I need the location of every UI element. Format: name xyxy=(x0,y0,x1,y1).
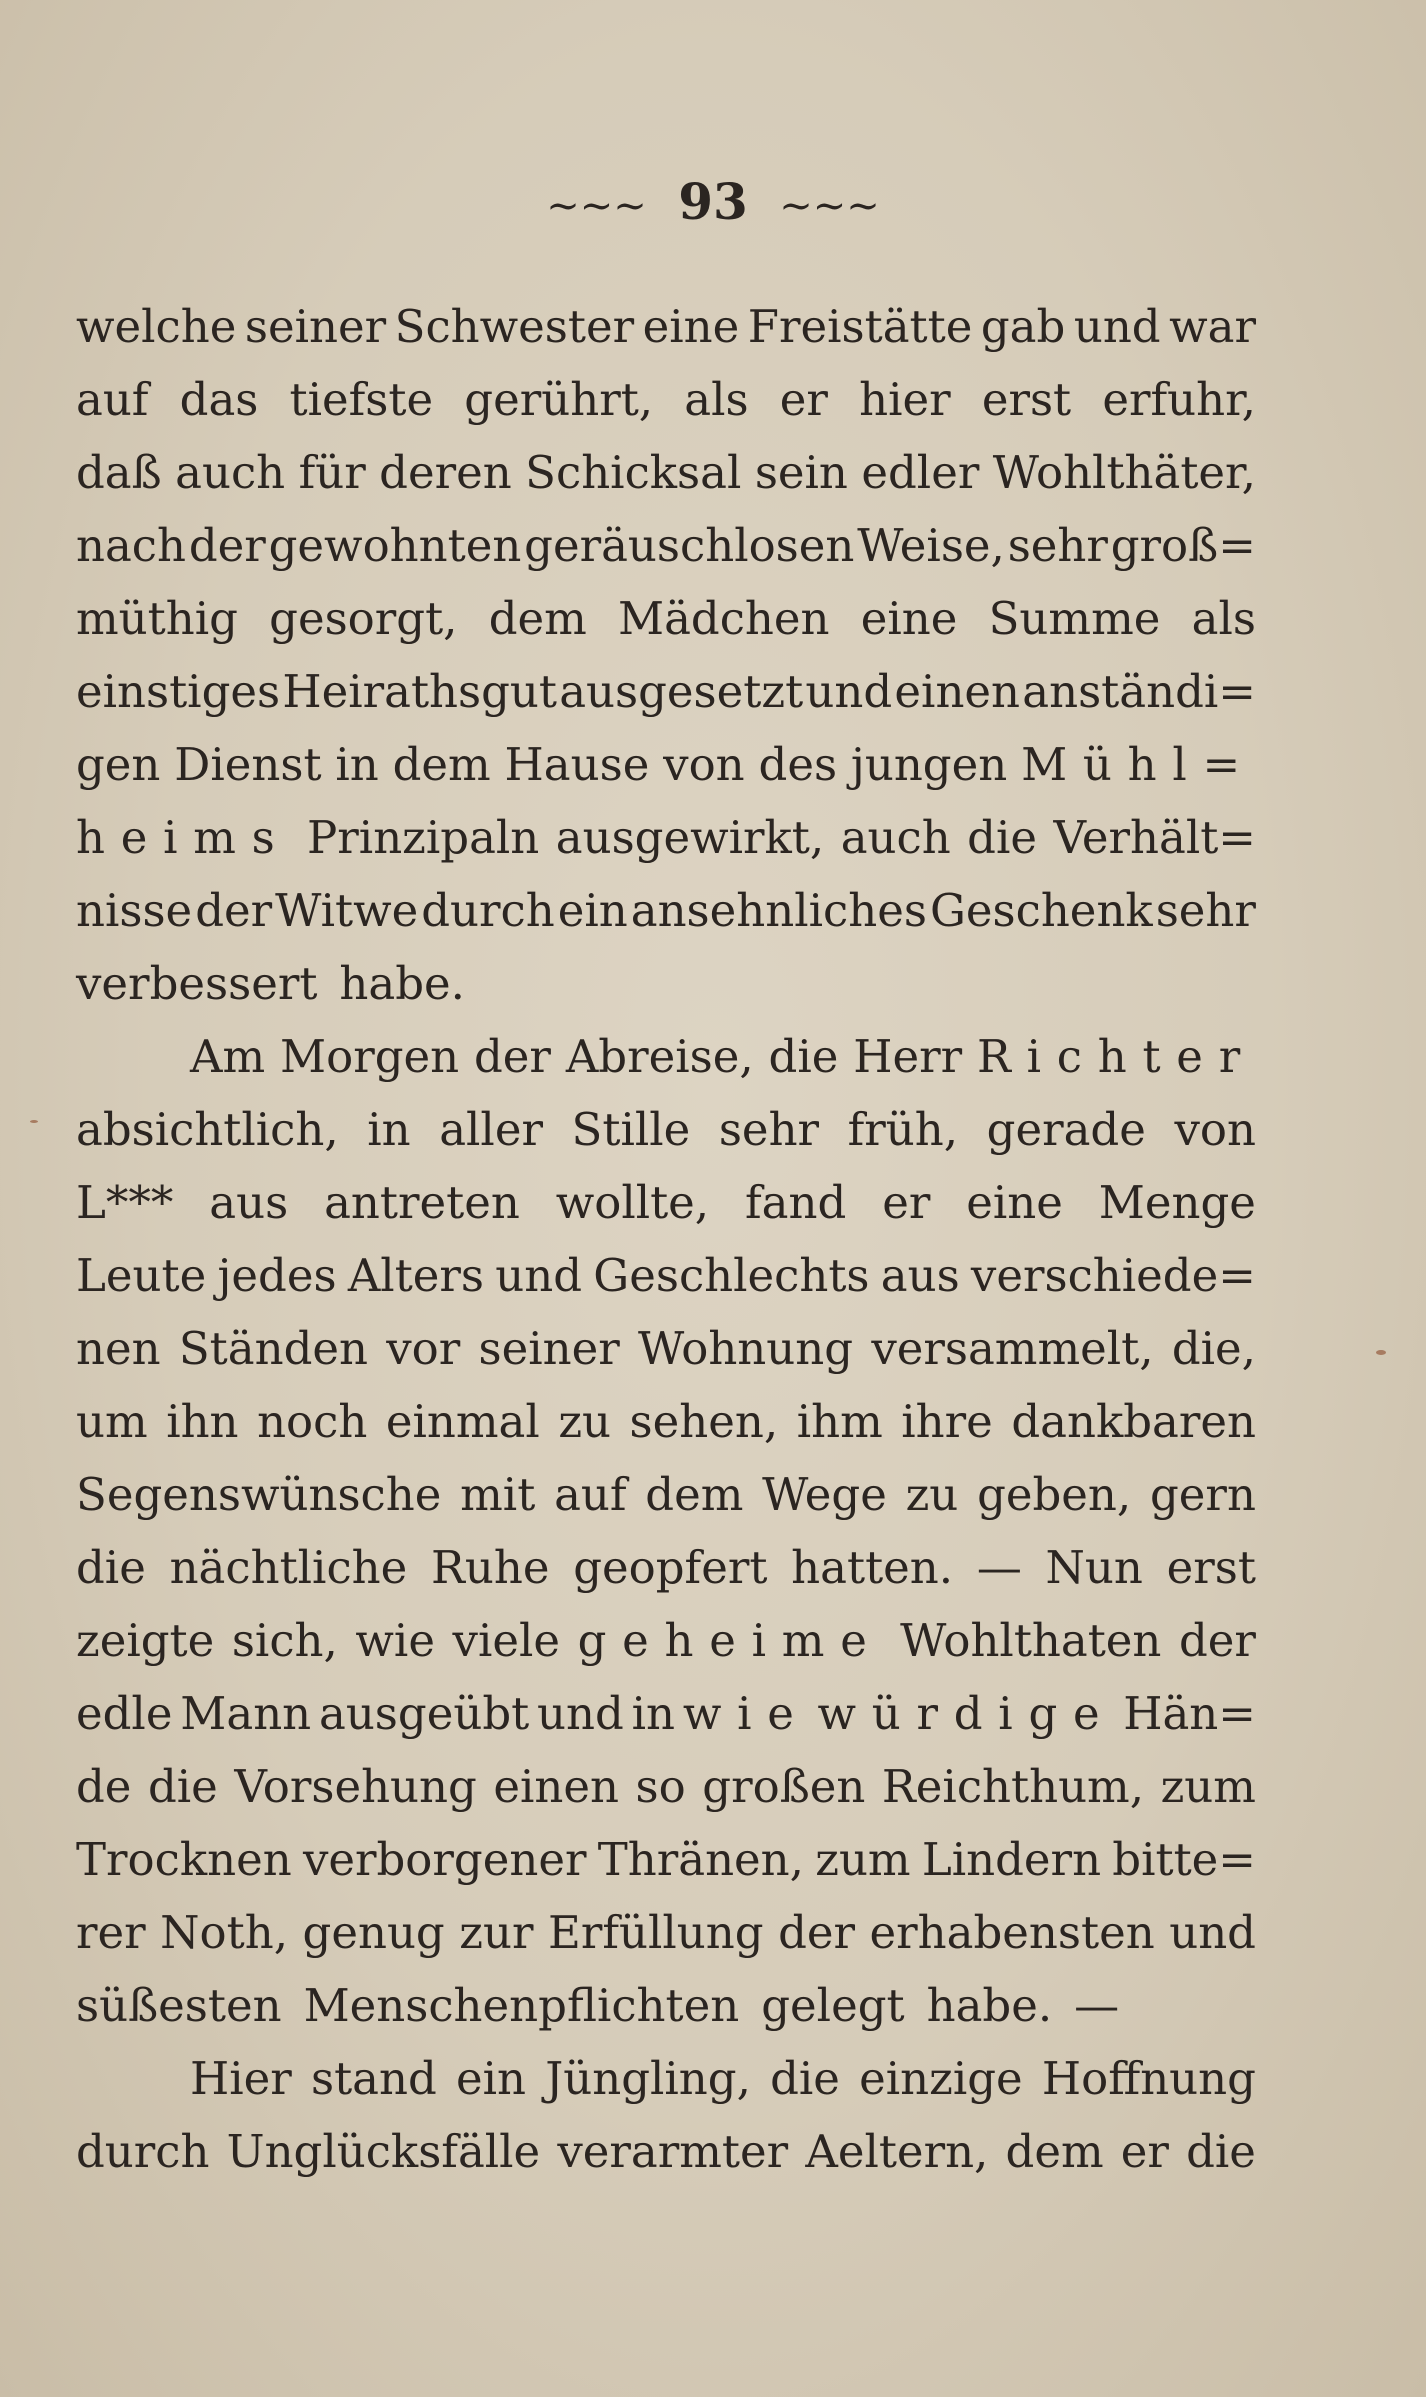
word: jedes xyxy=(217,1249,337,1302)
word: so xyxy=(635,1760,686,1813)
word: zum xyxy=(815,1833,911,1886)
word: in xyxy=(367,1103,411,1156)
word: sehen, xyxy=(629,1395,779,1448)
word: er xyxy=(882,1176,931,1229)
word: sein xyxy=(754,446,848,499)
word: sehr xyxy=(1155,884,1256,937)
spaced-word: heims xyxy=(76,811,291,864)
word: Thränen, xyxy=(597,1833,804,1886)
word: einmal xyxy=(385,1395,540,1448)
text-line xyxy=(76,947,1256,1020)
text-line xyxy=(76,801,1256,874)
word: de xyxy=(76,1760,132,1813)
ornament-right: ~~~ xyxy=(779,183,880,229)
word: genug xyxy=(302,1906,445,1959)
word: gelegt xyxy=(761,1979,905,2032)
word: aller xyxy=(439,1103,543,1156)
word: Prinzipaln xyxy=(307,811,540,864)
word: fand xyxy=(745,1176,847,1229)
word: und xyxy=(805,665,893,718)
word: durch xyxy=(421,884,555,937)
word: seiner xyxy=(244,300,387,353)
word: vor xyxy=(386,1322,461,1375)
word: anständi= xyxy=(1022,665,1256,718)
word: welche xyxy=(76,300,237,353)
word: hier xyxy=(859,373,951,426)
word: sehr xyxy=(718,1103,820,1156)
word: großen xyxy=(702,1760,866,1813)
word: gesorgt, xyxy=(269,592,458,645)
word: Am xyxy=(190,1030,266,1083)
word: auf xyxy=(554,1468,627,1521)
spaced-word: würdige xyxy=(817,1687,1116,1740)
word: Hoffnung xyxy=(1041,2052,1256,2105)
word: aus xyxy=(209,1176,289,1229)
word: ihre xyxy=(901,1395,993,1448)
word: erhabensten xyxy=(869,1906,1155,1959)
text-line xyxy=(190,2042,1256,2115)
word: Wohnung xyxy=(638,1322,854,1375)
word: durch xyxy=(76,2125,210,2178)
paper-speck xyxy=(30,1120,38,1123)
word: bitte= xyxy=(1112,1833,1256,1886)
word: aus xyxy=(880,1249,960,1302)
word: auch xyxy=(175,446,286,499)
word: die xyxy=(76,1541,146,1594)
word: erst xyxy=(981,373,1072,426)
word: habe. xyxy=(926,1979,1053,2032)
word: Abreise, xyxy=(565,1030,754,1083)
word: müthig xyxy=(76,592,238,645)
word: das xyxy=(179,373,259,426)
word: Segenswünsche xyxy=(76,1468,442,1521)
text-line xyxy=(76,1604,1256,1677)
word: zu xyxy=(558,1395,612,1448)
word: Wege xyxy=(762,1468,887,1521)
page-header xyxy=(0,170,1426,238)
word: viele xyxy=(452,1614,560,1667)
spaced-word: Richter xyxy=(977,1030,1256,1083)
word: ansehnliches xyxy=(630,884,927,937)
word: nen xyxy=(76,1322,161,1375)
text-line xyxy=(76,728,1256,801)
word: und xyxy=(495,1249,583,1302)
word: Nun xyxy=(1045,1541,1143,1594)
word: dankbaren xyxy=(1011,1395,1256,1448)
text-line xyxy=(76,290,1256,363)
word: Heirathsgut xyxy=(282,665,557,718)
word: mit xyxy=(460,1468,536,1521)
word: Hier xyxy=(190,2052,292,2105)
word: gerade xyxy=(986,1103,1146,1156)
word: Weise, xyxy=(857,519,1005,572)
word: zur xyxy=(459,1906,534,1959)
word: früh, xyxy=(847,1103,959,1156)
word: Menschenpflichten xyxy=(303,1979,740,2032)
text-line xyxy=(76,1385,1256,1458)
text-line xyxy=(76,1239,1256,1312)
word: die xyxy=(1186,2125,1256,2178)
word: und xyxy=(1073,300,1161,353)
word: Hän= xyxy=(1123,1687,1256,1740)
word: einzige xyxy=(859,2052,1023,2105)
word: gewohnten xyxy=(268,519,522,572)
word: Witwe xyxy=(275,884,419,937)
text-line xyxy=(76,1677,1256,1750)
word: von xyxy=(1174,1103,1256,1156)
word: auch xyxy=(840,811,951,864)
word: war xyxy=(1169,300,1256,353)
text-line xyxy=(76,1750,1256,1823)
word: einstiges xyxy=(76,665,281,718)
word: stand xyxy=(310,2052,437,2105)
word: die xyxy=(967,811,1038,864)
word: Stille xyxy=(571,1103,691,1156)
word: rer xyxy=(76,1906,146,1959)
word: sich, xyxy=(231,1614,338,1667)
word: in xyxy=(631,1687,676,1740)
word: Reichthum, xyxy=(881,1760,1145,1813)
word: Dienst xyxy=(174,738,322,791)
word: edler xyxy=(861,446,980,499)
word: noch xyxy=(257,1395,368,1448)
word: der xyxy=(474,1030,551,1083)
word: Ständen xyxy=(178,1322,368,1375)
word: gern xyxy=(1150,1468,1256,1521)
text-line xyxy=(76,1166,1256,1239)
text-line xyxy=(76,1458,1256,1531)
word: ihm xyxy=(796,1395,883,1448)
word: zeigte xyxy=(76,1614,215,1667)
word: — xyxy=(976,1541,1022,1594)
word: für xyxy=(298,446,366,499)
word: verschiede= xyxy=(970,1249,1256,1302)
word: Geschenk xyxy=(929,884,1153,937)
word: eine xyxy=(642,300,740,353)
word: Trocknen xyxy=(76,1833,292,1886)
word: er xyxy=(779,373,828,426)
word: Schicksal xyxy=(525,446,742,499)
word: groß= xyxy=(1110,519,1256,572)
word: Geschlechts xyxy=(593,1249,870,1302)
text-line xyxy=(76,1969,1256,2042)
word: die xyxy=(147,1760,218,1813)
word: versammelt, xyxy=(871,1322,1154,1375)
text-line xyxy=(76,509,1256,582)
word: gerührt, xyxy=(464,373,654,426)
word: Summe xyxy=(988,592,1161,645)
text-line xyxy=(76,1093,1256,1166)
word: seiner xyxy=(478,1322,620,1375)
text-line xyxy=(76,363,1256,436)
word: Vorsehung xyxy=(234,1760,477,1813)
text-line xyxy=(76,1531,1256,1604)
page-number: 93 xyxy=(678,172,748,231)
word: zum xyxy=(1160,1760,1256,1813)
word: L*** xyxy=(76,1176,174,1229)
word: ihn xyxy=(166,1395,239,1448)
word: eine xyxy=(966,1176,1063,1229)
word: geopfert xyxy=(573,1541,768,1594)
text-line xyxy=(76,1896,1256,1969)
word: Ruhe xyxy=(431,1541,550,1594)
word: antreten xyxy=(324,1176,520,1229)
word: die, xyxy=(1171,1322,1256,1375)
word: ein xyxy=(455,2052,526,2105)
word: Aeltern, xyxy=(805,2125,989,2178)
word: und xyxy=(537,1687,624,1740)
word: Noth, xyxy=(160,1906,289,1959)
word: ein xyxy=(557,884,628,937)
word: Schwester xyxy=(394,300,635,353)
word: Hause xyxy=(504,738,650,791)
word: einen xyxy=(894,665,1021,718)
word: Wohlthaten xyxy=(900,1614,1162,1667)
word: sehr xyxy=(1007,519,1108,572)
word: ausgeübt xyxy=(319,1687,530,1740)
spaced-word: geheime xyxy=(577,1614,883,1667)
word: Unglücksfälle xyxy=(226,2125,541,2178)
word: — xyxy=(1074,1979,1120,2032)
word: jungen xyxy=(850,738,1008,791)
word: ausgesetzt xyxy=(559,665,804,718)
word: deren xyxy=(379,446,512,499)
word: um xyxy=(76,1395,148,1448)
word: der xyxy=(188,519,266,572)
word: hatten. xyxy=(791,1541,954,1594)
word: verbessert xyxy=(76,957,318,1010)
word: Menge xyxy=(1098,1176,1256,1229)
word: Alters xyxy=(347,1249,485,1302)
word: in xyxy=(335,738,379,791)
word: Mädchen xyxy=(618,592,830,645)
word: Freistätte xyxy=(747,300,973,353)
word: dem xyxy=(1005,2125,1104,2178)
word: absichtlich, xyxy=(76,1103,339,1156)
word: auf xyxy=(76,373,149,426)
word: daß xyxy=(76,446,162,499)
word: ausgewirkt, xyxy=(555,811,825,864)
word: nach xyxy=(76,519,186,572)
word: habe. xyxy=(339,957,465,1010)
word: einen xyxy=(493,1760,619,1813)
word: süßesten xyxy=(76,1979,282,2032)
word: der xyxy=(1179,1614,1256,1667)
word: die xyxy=(770,2052,840,2105)
word: er xyxy=(1120,2125,1169,2178)
word: die xyxy=(768,1030,839,1083)
spaced-word: Mühl= xyxy=(1021,738,1256,791)
word: geben, xyxy=(977,1468,1132,1521)
word: als xyxy=(1191,592,1256,645)
word: erst xyxy=(1166,1541,1256,1594)
word: des xyxy=(758,738,838,791)
text-line xyxy=(76,2115,1256,2188)
word: dem xyxy=(488,592,587,645)
word: edle xyxy=(76,1687,173,1740)
paper-speck xyxy=(1376,1350,1386,1355)
word: Erfüllung xyxy=(547,1906,764,1959)
word: der xyxy=(778,1906,856,1959)
word: gab xyxy=(980,300,1066,353)
word: zu xyxy=(905,1468,959,1521)
word: erfuhr, xyxy=(1102,373,1256,426)
word: geräuschlosen xyxy=(524,519,855,572)
word: Leute xyxy=(76,1249,207,1302)
word: dem xyxy=(392,738,491,791)
word: Lindern xyxy=(921,1833,1102,1886)
word: Herr xyxy=(853,1030,963,1083)
word: wollte, xyxy=(555,1176,710,1229)
word: nächtliche xyxy=(169,1541,408,1594)
word: verborgener xyxy=(302,1833,587,1886)
text-line xyxy=(76,1823,1256,1896)
word: Verhält= xyxy=(1053,811,1256,864)
word: eine xyxy=(860,592,958,645)
word: nisse xyxy=(76,884,193,937)
word: von xyxy=(663,738,745,791)
ornament-left: ~~~ xyxy=(546,183,647,229)
word: verarmter xyxy=(557,2125,789,2178)
text-line xyxy=(190,1020,1256,1093)
word: gen xyxy=(76,738,161,791)
text-line xyxy=(76,655,1256,728)
text-line xyxy=(76,874,1256,947)
text-line xyxy=(76,1312,1256,1385)
word: Mann xyxy=(180,1687,312,1740)
word: Wohlthäter, xyxy=(992,446,1256,499)
spaced-word: wie xyxy=(682,1687,810,1740)
word: und xyxy=(1169,1906,1256,1959)
word: dem xyxy=(645,1468,744,1521)
word: tiefste xyxy=(289,373,434,426)
word: Morgen xyxy=(280,1030,460,1083)
word: als xyxy=(684,373,749,426)
word: wie xyxy=(355,1614,435,1667)
word: der xyxy=(195,884,273,937)
text-line xyxy=(76,436,1256,509)
text-line xyxy=(76,582,1256,655)
word: Jüngling, xyxy=(545,2052,751,2105)
